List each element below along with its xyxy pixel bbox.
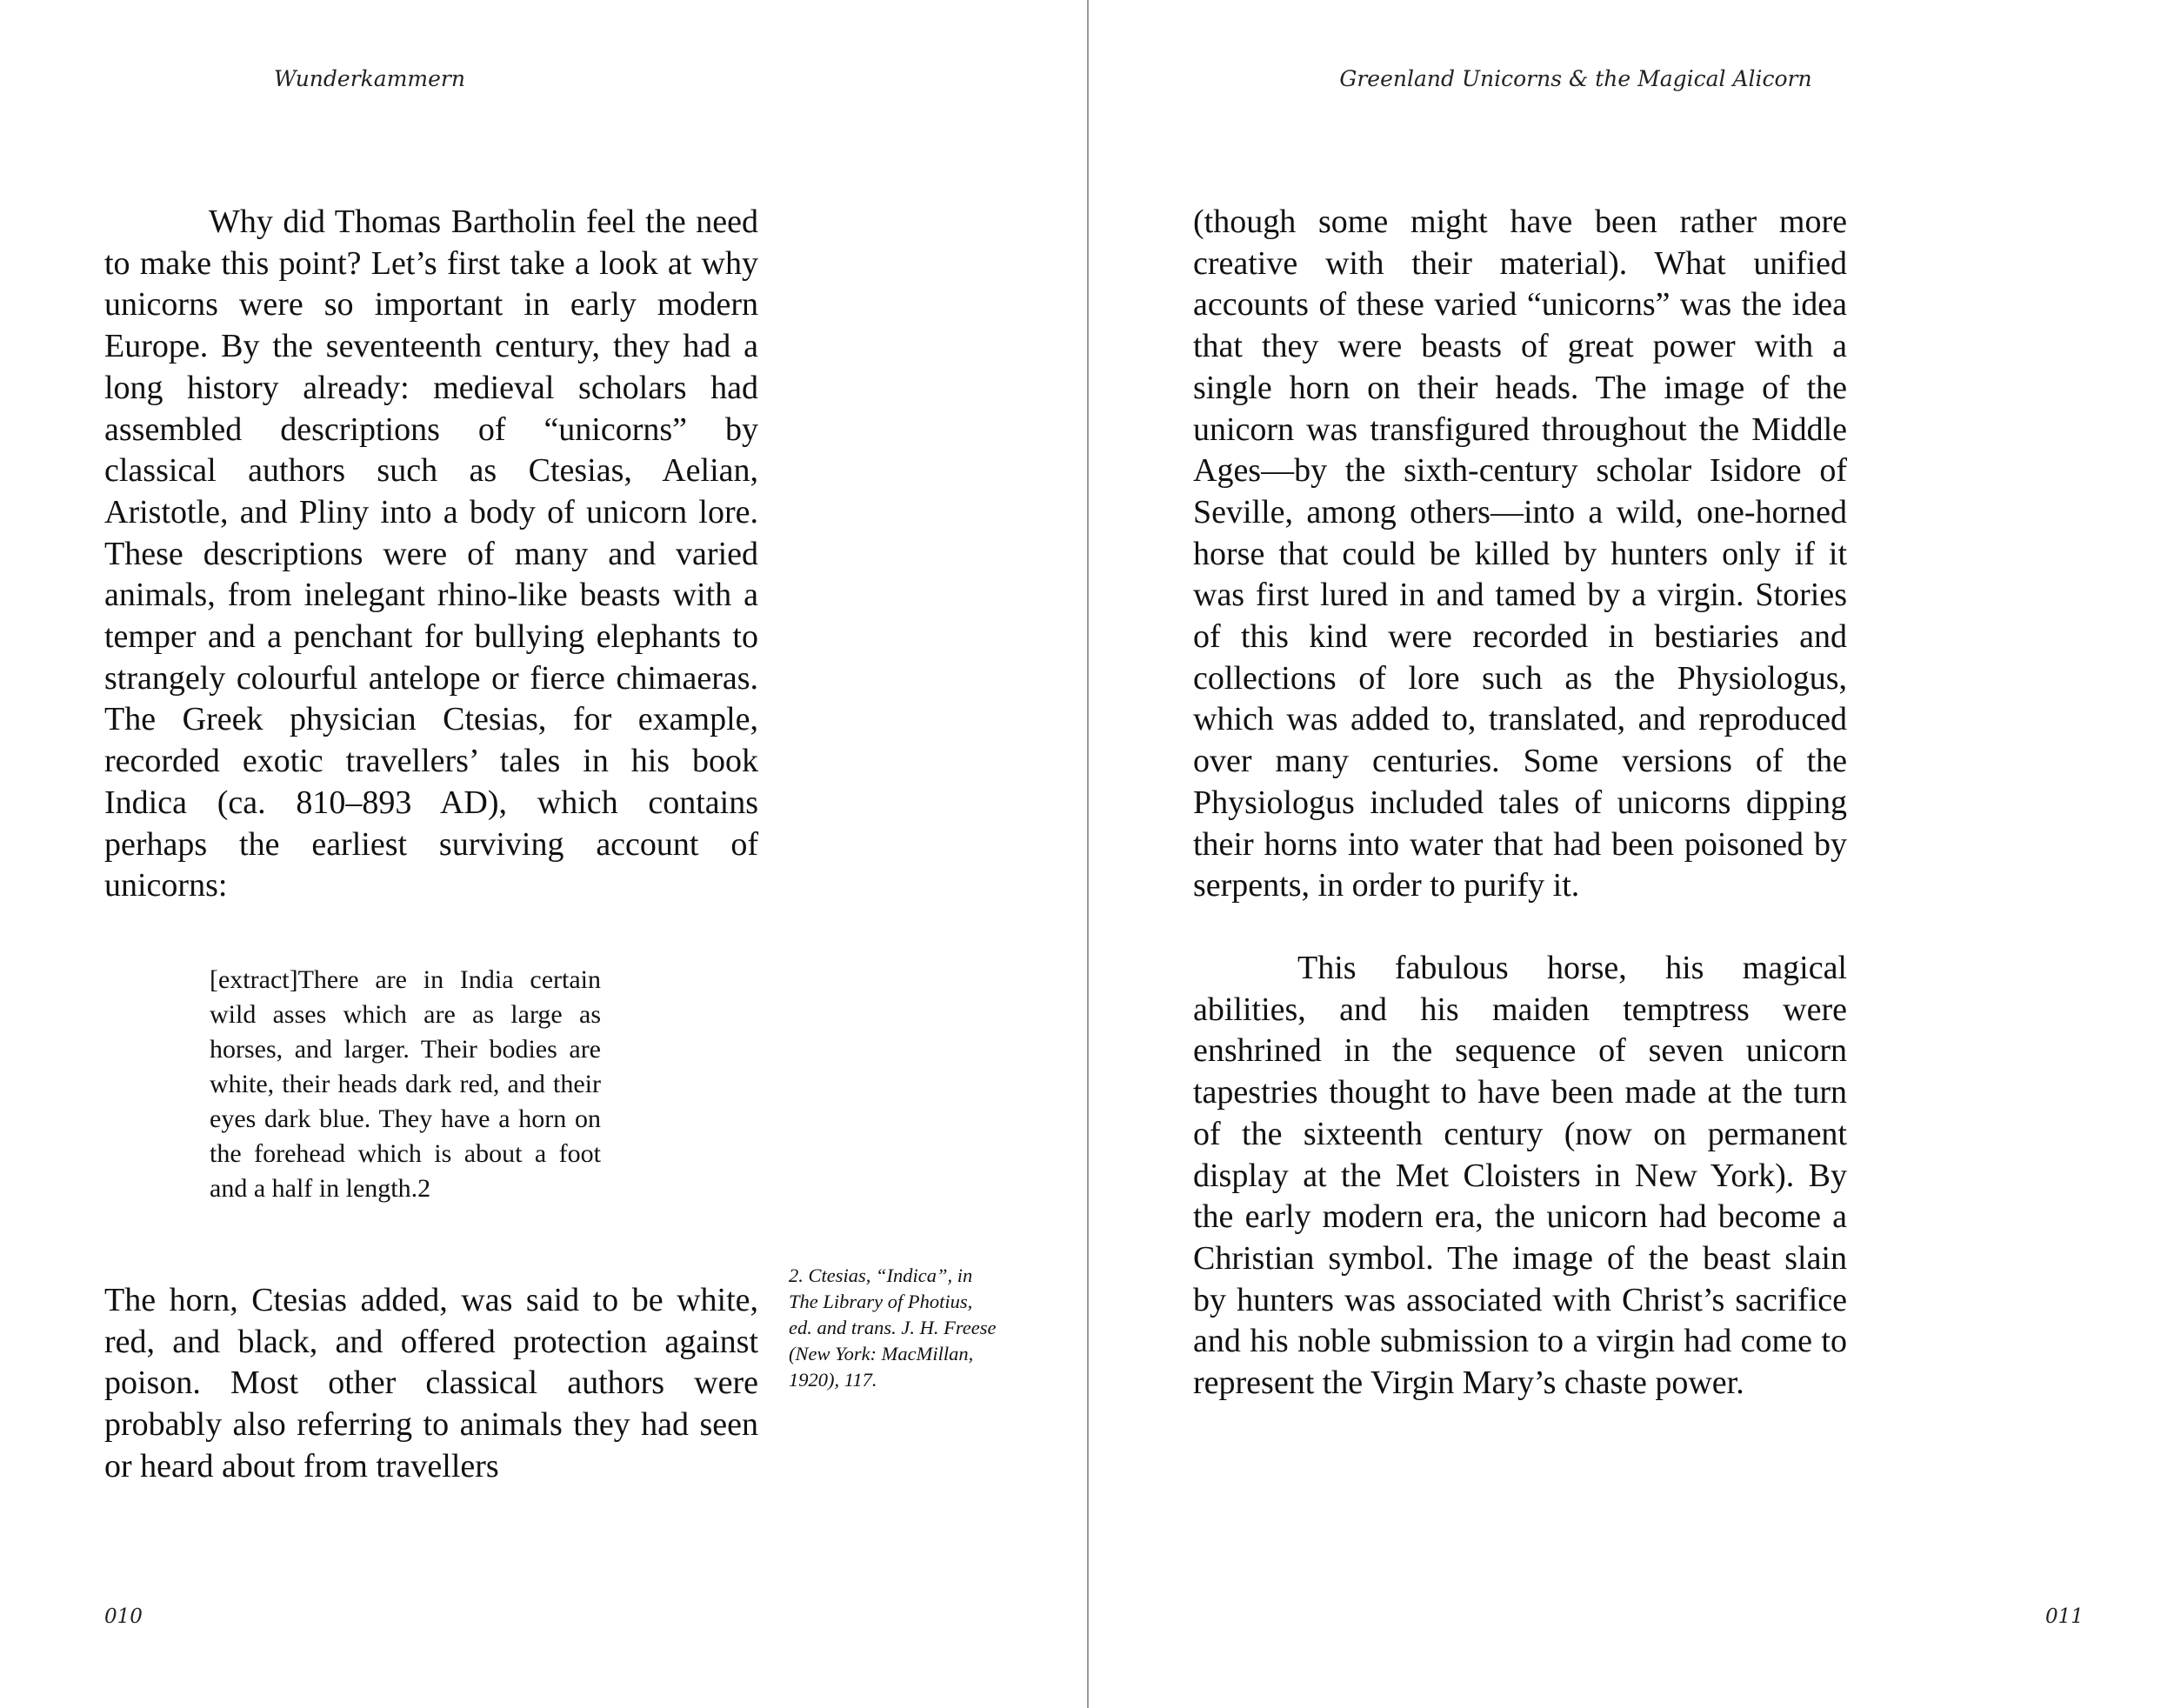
right-paragraph-2: This fabulous horse, his magical abilities, and his maiden temptress were enshrined in the sequence of seven unicorn tapestries thought to have been made at the turn of the sixteenth century (now on permanent display at the Met Cloisters in New York). By the early modern era, the unicorn had become a Christian symbol. The image of the beast slain by hunters was associated with Christ’s sacrifice and his noble submission to a virgin had come to represent the Virgin Mary’s chaste power. bbox=[1193, 950, 1847, 1402]
left-paragraph-2: The horn, Ctesias added, was said to be white, red, and black, and offered protection against poison. Most other classical authors were probably also referring to animals they had seen or heard about from travellers bbox=[104, 1282, 758, 1484]
footnote: 2. Ctesias, “Indica”, in The Library of Photius, ed. and trans. J. H. Freese (New York: MacMillan, 1920), 117. bbox=[789, 1264, 997, 1391]
running-head-left: Wunderkammern bbox=[274, 66, 465, 91]
page-number-left: 010 bbox=[104, 1605, 143, 1628]
left-paragraph-1: Why did Thomas Bartholin feel the need to make this point? Let’s first take a look at why unicorns were so important in early modern Europe. By the seventeenth century, they had a long history already: medieval scholars had assembled descriptions of “unicorns” by classical authors such as Ctesias, Aelian, Aristotle, and Pliny into a body of unicorn lore. These descriptions were of many and varied animals, from inelegant rhino-like beasts with a temper and a penchant for bullying elephants to strangely colourful antelope or fierce chimaeras. The Greek physician Ctesias, for example, recorded exotic travellers’ tales in his book Indica (ca. 810–893 AD), which contains perhaps the earliest surviving account of unicorns: bbox=[104, 203, 758, 904]
page-number-right: 011 bbox=[2045, 1605, 2084, 1628]
right-page bbox=[1089, 0, 2174, 1708]
right-paragraph-1: (though some might have been rather more creative with their material). What unified accounts of these varied “unicorns” was the idea that they were beasts of great power with a single horn on their heads. The image of the unicorn was transfigured throughout the Middle Ages—by the sixth-century scholar Isidore of Seville, among others—into a wild, one-horned horse that could be killed by hunters only if it was first lured in and tamed by a virgin. Stories of this kind were recorded in bestiaries and collections of lore such as the Physiologus, which was added to, translated, and reproduced over many centuries. Some versions of the Physiologus included tales of unicorns dipping their horns into water that had been poisoned by serpents, in order to purify it. bbox=[1193, 203, 1847, 904]
block-quote-extract: [extract]There are in India certain wild asses which are as large as horses, and larger. Their bodies are white, their heads dark red, and their eyes dark blue. They have a horn on the forehead which is about a foot and a half in length.2 bbox=[210, 965, 601, 1203]
running-head-right: Greenland Unicorns & the Magical Alicorn bbox=[1339, 66, 1812, 91]
